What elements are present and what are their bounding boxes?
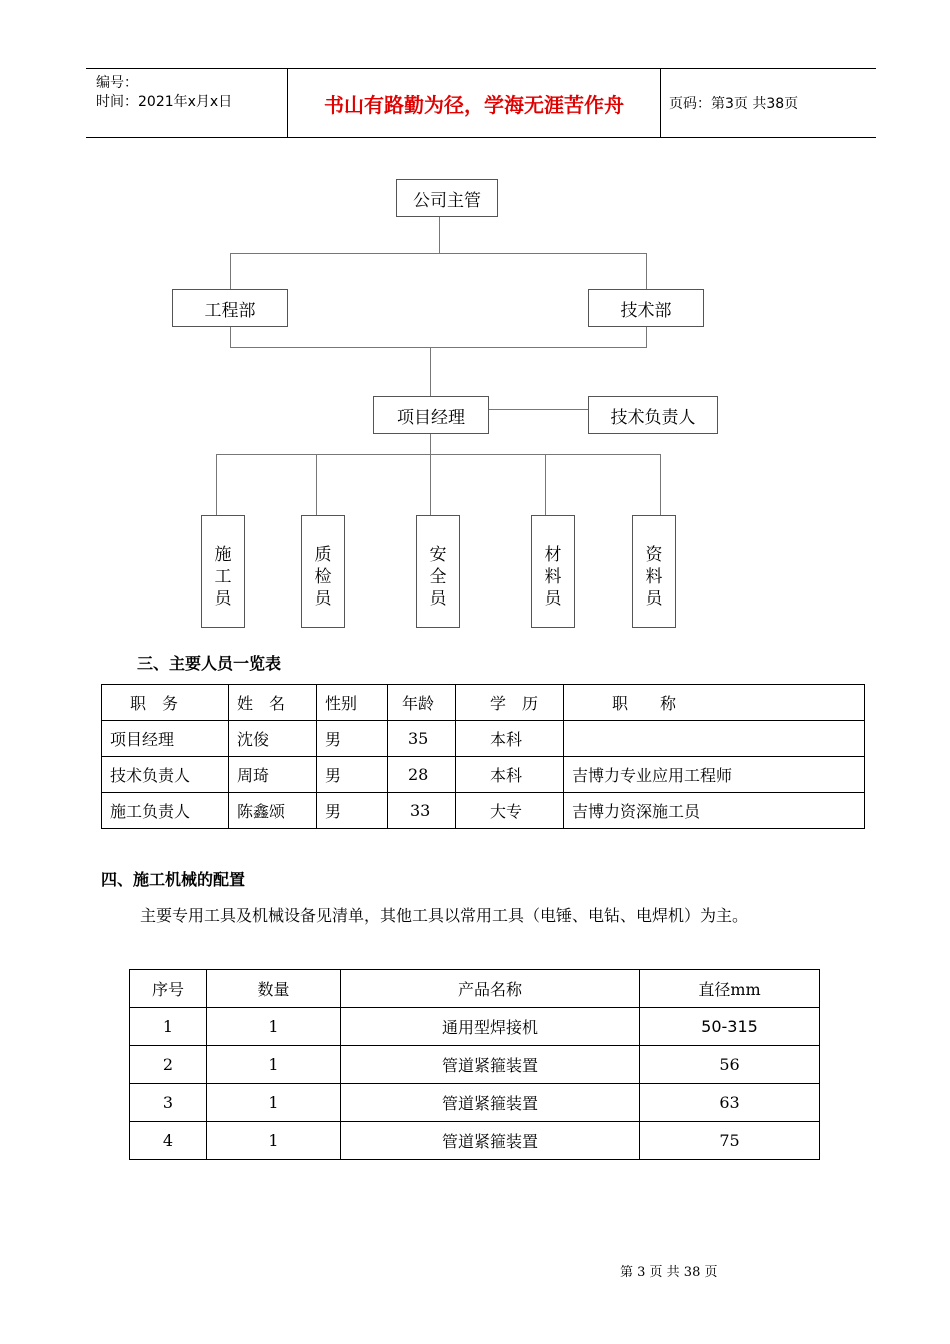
page-footer: 第 3 页 共 38 页 xyxy=(620,1265,718,1280)
equipment-table xyxy=(129,969,820,1160)
table-row xyxy=(102,757,865,793)
cell: 通用型焊接机 xyxy=(341,1008,640,1046)
table-row xyxy=(130,1084,820,1122)
cell: 吉博力资深施工员 xyxy=(564,793,865,829)
section3-title: 三、主要人员一览表 xyxy=(137,654,282,673)
cell: 50-315 xyxy=(640,1008,820,1046)
org-box-construction-staff: 施 工 员 xyxy=(201,515,245,628)
cell: 56 xyxy=(640,1046,820,1084)
cell: 周琦 xyxy=(229,757,317,793)
cell: 大专 xyxy=(456,793,564,829)
col-header: 年龄 xyxy=(388,685,456,721)
col-header: 产品名称 xyxy=(341,970,640,1008)
col-header: 数量 xyxy=(207,970,341,1008)
org-box-quality-inspector: 质 检 员 xyxy=(301,515,345,628)
page-header xyxy=(86,68,876,138)
cell: 陈鑫颂 xyxy=(229,793,317,829)
cell xyxy=(564,721,865,757)
time-label: 时间：2021年x月x日 xyxy=(96,94,233,110)
personnel-table xyxy=(101,684,865,829)
table-row xyxy=(102,793,865,829)
cell: 1 xyxy=(207,1046,341,1084)
number-label: 编号： xyxy=(96,75,138,91)
org-box-tech-lead: 技术负责人 xyxy=(588,396,718,434)
org-box-company-head: 公司主管 xyxy=(396,179,498,217)
col-header: 职 务 xyxy=(102,685,229,721)
cell: 1 xyxy=(207,1084,341,1122)
cell: 4 xyxy=(130,1122,207,1160)
col-header: 序号 xyxy=(130,970,207,1008)
section4-title: 四、施工机械的配置 xyxy=(101,870,246,889)
cell: 75 xyxy=(640,1122,820,1160)
cell: 技术负责人 xyxy=(102,757,229,793)
org-box-technical: 技术部 xyxy=(588,289,704,327)
cell: 施工负责人 xyxy=(102,793,229,829)
cell: 1 xyxy=(207,1008,341,1046)
cell: 3 xyxy=(130,1084,207,1122)
col-header: 直径mm xyxy=(640,970,820,1008)
table-row xyxy=(130,1122,820,1160)
page-info: 页码：第3页 共38页 xyxy=(669,96,799,112)
table-header-row xyxy=(130,970,820,1008)
col-header: 性别 xyxy=(317,685,388,721)
cell: 28 xyxy=(388,757,456,793)
col-header: 职 称 xyxy=(564,685,865,721)
cell: 63 xyxy=(640,1084,820,1122)
cell: 管道紧箍装置 xyxy=(341,1046,640,1084)
cell: 1 xyxy=(207,1122,341,1160)
cell: 管道紧箍装置 xyxy=(341,1084,640,1122)
cell: 男 xyxy=(317,793,388,829)
org-box-materials-clerk: 材 料 员 xyxy=(531,515,575,628)
org-box-documentation-clerk: 资 料 员 xyxy=(632,515,676,628)
cell: 2 xyxy=(130,1046,207,1084)
cell: 35 xyxy=(388,721,456,757)
col-header: 学 历 xyxy=(456,685,564,721)
section4-paragraph: 主要专用工具及机械设备见清单，其他工具以常用工具（电锤、电钻、电焊机）为主。 xyxy=(140,906,749,925)
cell: 吉博力专业应用工程师 xyxy=(564,757,865,793)
cell: 33 xyxy=(388,793,456,829)
cell: 1 xyxy=(130,1008,207,1046)
table-row xyxy=(102,721,865,757)
cell: 沈俊 xyxy=(229,721,317,757)
cell: 男 xyxy=(317,721,388,757)
cell: 本科 xyxy=(456,757,564,793)
cell: 管道紧箍装置 xyxy=(341,1122,640,1160)
table-row xyxy=(130,1008,820,1046)
motto: 书山有路勤为径，学海无涯苦作舟 xyxy=(288,69,661,137)
org-box-engineering: 工程部 xyxy=(172,289,288,327)
header-left-cell xyxy=(86,69,288,137)
col-header: 姓 名 xyxy=(229,685,317,721)
table-header-row xyxy=(102,685,865,721)
cell: 男 xyxy=(317,757,388,793)
table-row xyxy=(130,1046,820,1084)
org-box-safety-officer: 安 全 员 xyxy=(416,515,460,628)
org-box-project-manager: 项目经理 xyxy=(373,396,489,434)
cell: 项目经理 xyxy=(102,721,229,757)
cell: 本科 xyxy=(456,721,564,757)
